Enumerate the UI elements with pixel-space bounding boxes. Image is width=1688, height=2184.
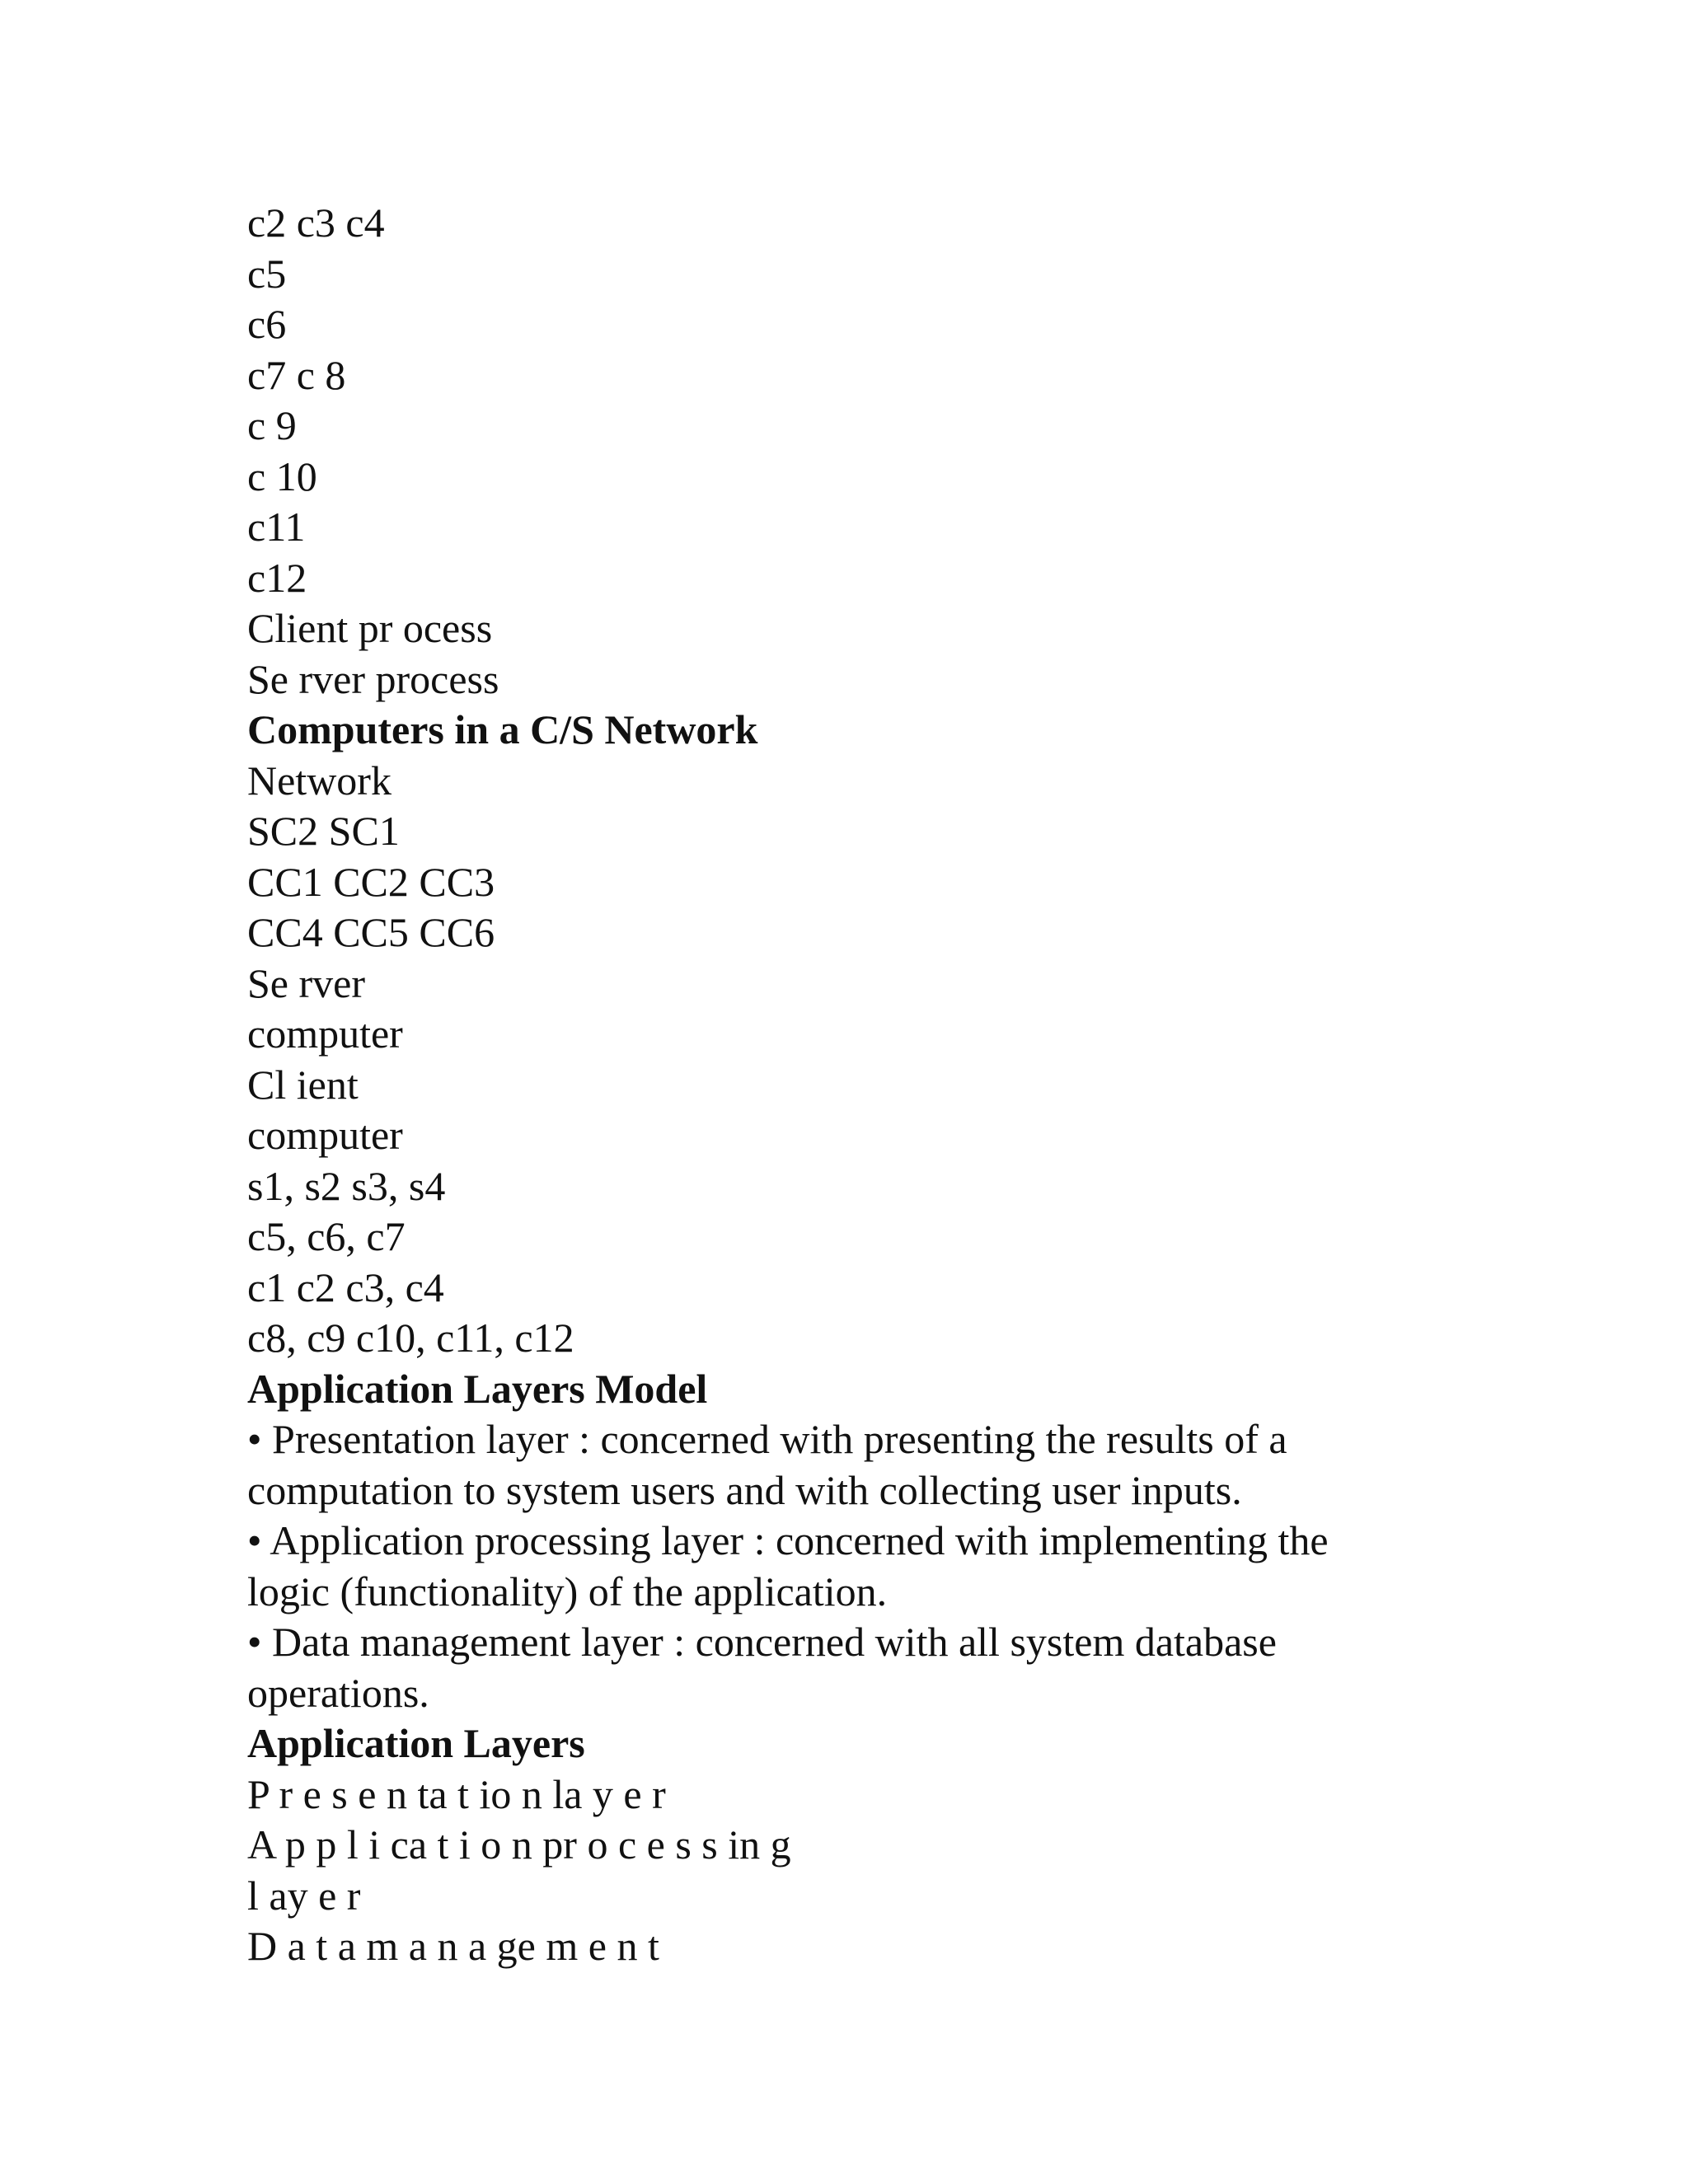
text-line: P r e s e n ta t io n la y e r: [247, 1770, 666, 1817]
text-line: c8, c9 c10, c11, c12: [247, 1315, 574, 1361]
bullet-paragraph-data-management: • Data management layer : concerned with all system database operations.: [247, 1619, 1277, 1716]
text-line: c12: [247, 554, 307, 601]
text-line: c6: [247, 301, 287, 347]
text-line: Network: [247, 757, 392, 804]
text-line: Client pr ocess: [247, 605, 493, 651]
text-line: c11: [247, 504, 306, 550]
section-heading: Computers in a C/S Network: [247, 706, 758, 752]
text-line: SC2 SC1: [247, 808, 400, 854]
section-application-layers: [247, 1718, 1434, 1972]
text-line: Se rver: [247, 959, 365, 1006]
text-line: c 9: [247, 402, 297, 448]
section-application-layers-model: [247, 1364, 1434, 1719]
text-line: CC1 CC2 CC3: [247, 858, 495, 905]
section-computers-cs-network: [247, 705, 1434, 1364]
text-line: computer: [247, 1112, 403, 1158]
text-line: Se rver process: [247, 655, 499, 702]
text-line: s1, s2 s3, s4: [247, 1162, 446, 1209]
text-line: c1 c2 c3, c4: [247, 1263, 444, 1310]
text-line: CC4 CC5 CC6: [247, 909, 495, 955]
text-line: c2 c3 c4: [247, 199, 385, 246]
text-line: l ay e r: [247, 1872, 361, 1919]
page-content: [247, 198, 1434, 1972]
text-line: A p p l i ca t i o n pr o c e s s in g: [247, 1821, 791, 1868]
text-line: D a t a m a n a ge m e n t: [247, 1923, 659, 1969]
section-heading: Application Layers: [247, 1720, 585, 1766]
bullet-paragraph-application-processing: • Application processing layer : concerned with implementing the logic (functionality) of the application.: [247, 1517, 1329, 1615]
bullet-paragraph-presentation: • Presentation layer : concerned with presenting the results of a computation to system users and with collecting user inputs.: [247, 1416, 1287, 1513]
text-line: c5, c6, c7: [247, 1213, 406, 1259]
text-line: computer: [247, 1010, 403, 1057]
text-line: c7 c 8: [247, 351, 346, 398]
text-line: c5: [247, 250, 287, 297]
text-line: c 10: [247, 452, 317, 499]
diagram-labels-block: [247, 198, 1434, 705]
section-heading: Application Layers Model: [247, 1365, 708, 1412]
text-line: Cl ient: [247, 1061, 359, 1108]
